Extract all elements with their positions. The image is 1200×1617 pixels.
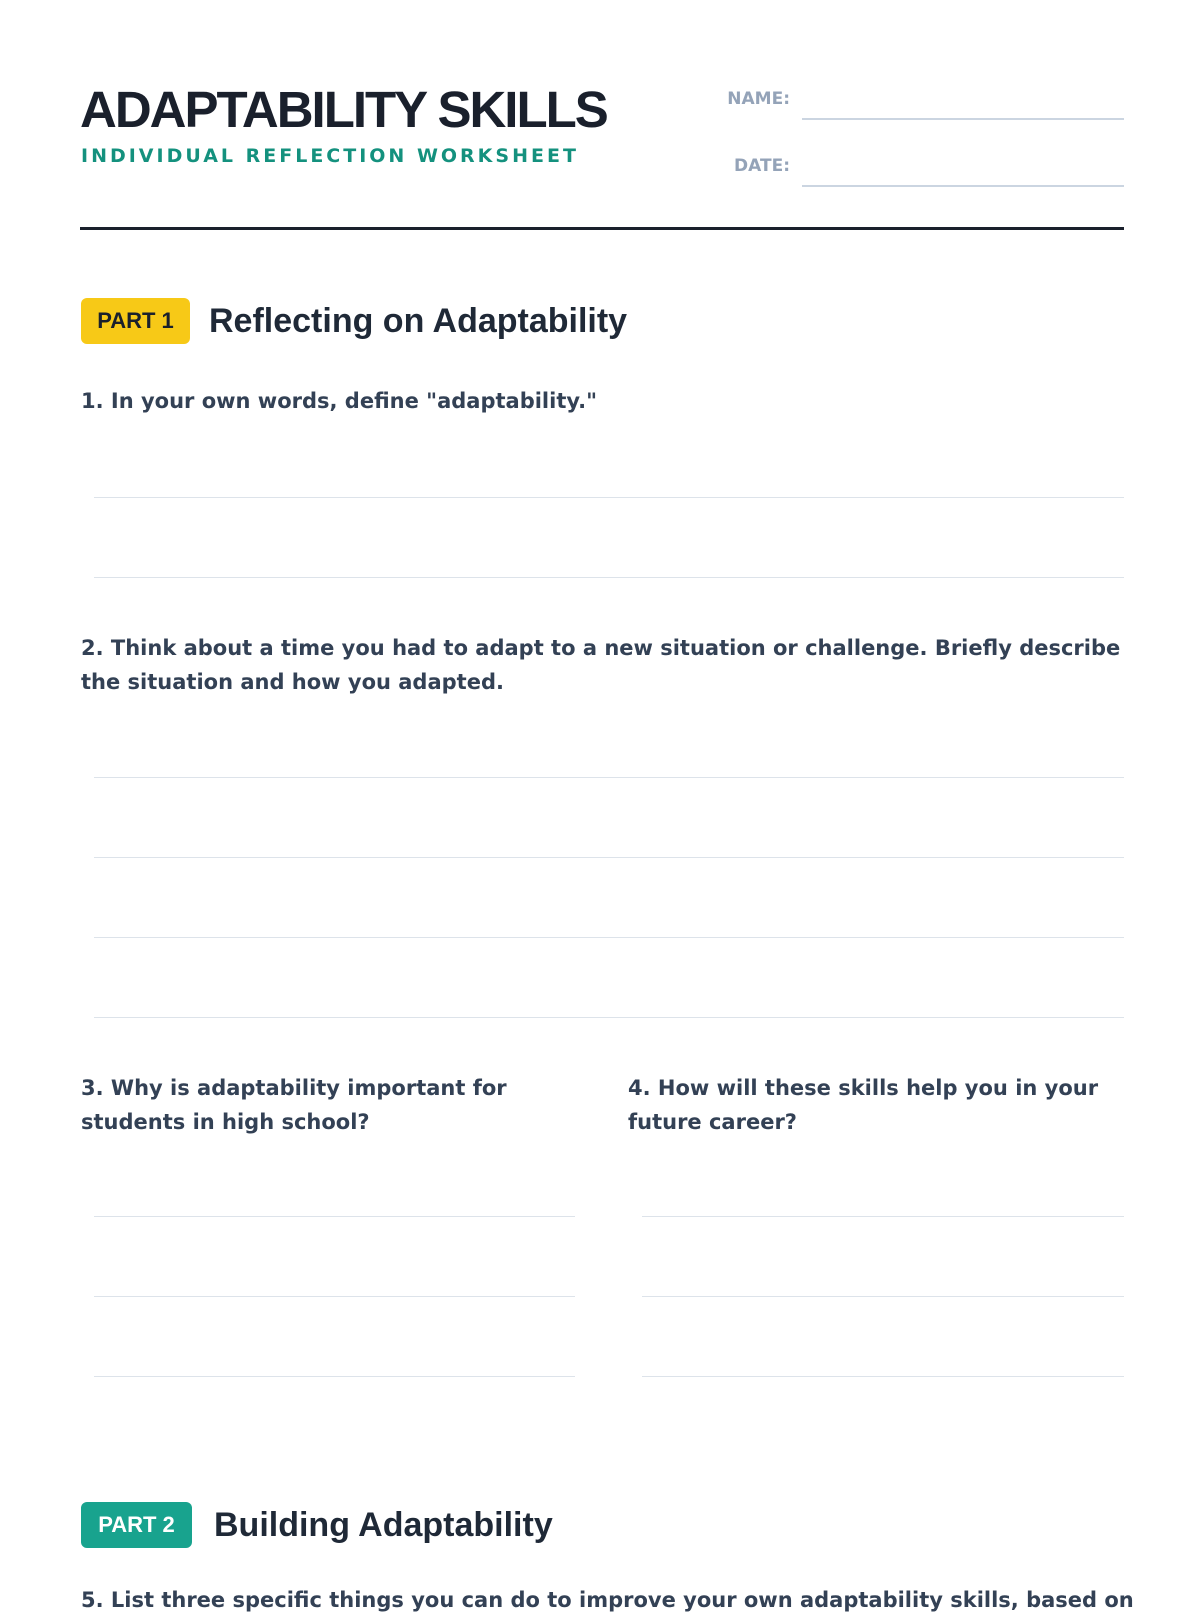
date-field[interactable] (802, 185, 1124, 187)
question-2: 2. Think about a time you had to adapt to a new situation or challenge. Briefly describe the situation and how you adapted. (81, 636, 1121, 694)
answer-line[interactable] (642, 1296, 1124, 1297)
answer-line[interactable] (94, 1216, 575, 1217)
answer-line[interactable] (94, 497, 1124, 498)
answer-line[interactable] (94, 777, 1124, 778)
part1-badge: PART 1 (81, 298, 190, 344)
date-label: DATE: (734, 156, 790, 176)
answer-line[interactable] (94, 857, 1124, 858)
name-label: NAME: (727, 89, 790, 109)
part2-badge: PART 2 (81, 1502, 192, 1548)
answer-line[interactable] (94, 937, 1124, 938)
question-4: 4. How will these skills help you in your future career? (628, 1076, 1099, 1134)
part1-title: Reflecting on Adaptability (209, 302, 628, 340)
worksheet-subtitle: INDIVIDUAL REFLECTION WORKSHEET (81, 145, 579, 167)
header-divider (80, 227, 1124, 230)
part2-title: Building Adaptability (214, 1506, 553, 1544)
answer-line[interactable] (642, 1216, 1124, 1217)
answer-line[interactable] (94, 1296, 575, 1297)
answer-line[interactable] (94, 577, 1124, 578)
question-1: 1. In your own words, define "adaptability." (81, 389, 598, 413)
name-field[interactable] (802, 118, 1124, 120)
worksheet-title: ADAPTABILITY SKILLS (80, 81, 607, 138)
question-3: 3. Why is adaptability important for students in high school? (81, 1076, 507, 1134)
answer-line[interactable] (642, 1376, 1124, 1377)
question-5: 5. List three specific things you can do to improve your own adaptability skills, based on (81, 1588, 1134, 1612)
answer-line[interactable] (94, 1017, 1124, 1018)
answer-line[interactable] (94, 1376, 575, 1377)
